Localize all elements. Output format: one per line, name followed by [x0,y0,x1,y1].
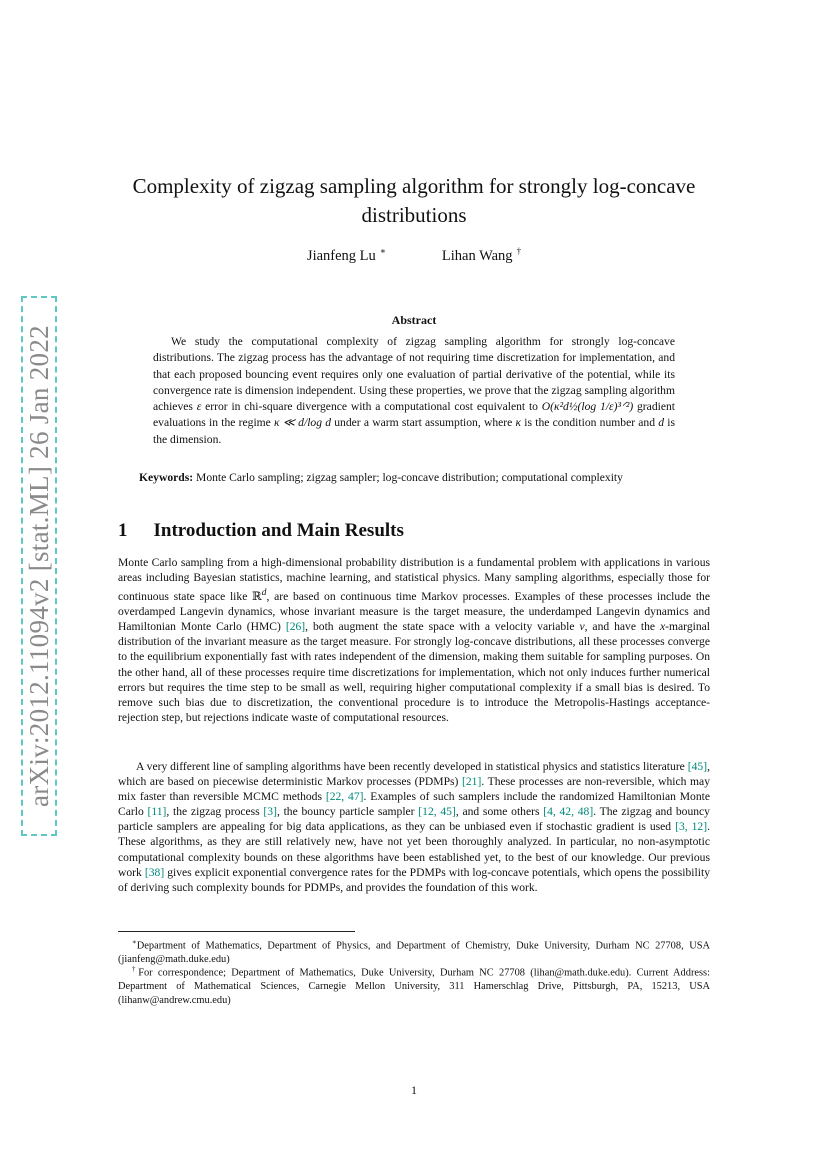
citation-link[interactable]: [26] [285,620,306,634]
abstract-text: We study the computational complexity of zigzag sampling algorithm for strongly log-concave distributions. The zigzag process has the advantage of not requiring time discretization for implementation, and that each proposed bouncing event requires only one evaluation of partial derivative of the potential, while its convergence rate is dimension independent. Using these properties, we prove that the zigzag sampling algorithm achieves ε error in chi-square divergence with a computational cost equivalent to O(κ²d½(log 1/ε)³ᐟ²) gradient evaluations in the regime κ ≪ d/log d under a warm start assumption, where κ is the condition number and d is the dimension. [153,335,676,446]
body-paragraph-2: A very different line of sampling algorithms have been recently developed in statistical physics and statistics literature [45], which are based on piecewise deterministic Markov processes (PDMPs) [21]. These processes are non-reversible, which may mix faster than reversible MCMC methods [22, 47]. Examples of such samplers include the randomized Hamiltonian Monte Carlo [11], the zigzag process [3], the bouncy particle sampler [12, 45], and some others [4, 42, 48]. The zigzag and bouncy particle samplers are appealing for big data applications, as they can be unbiased even if stochastic gradient is used [3, 12]. These algorithms, as they are still relatively new, have not yet been thoroughly analyzed. In particular, no non-asymptotic computational complexity bounds on these algorithms have been established yet, to the best of our knowledge. Our previous work [38] gives explicit exponential convergence rates for the PDMPs with log-concave potentials, which opens the possibility of deriving such complexity bounds for PDMPs, and provides the foundation of this work. [118,760,710,894]
footnote-text: For correspondence; Department of Mathematics, Duke University, Durham NC 27708 (lihan@math.duke.edu). Current Address: Department of Mathematical Sciences, Carnegie Mellon University, 311 Hamerschlag Drive, Pittsburgh, PA, 15213, USA (lihanw@andrew.cmu.edu) [118,967,710,1006]
citation-link[interactable]: [38] [144,865,165,879]
section-number: 1 [118,520,128,541]
citation-link[interactable]: [3, 12] [675,820,708,834]
citation-link[interactable]: [4, 42, 48] [543,805,594,819]
regime-formula: κ ≪ d/log d [274,416,332,430]
citation-link[interactable]: [11] [147,805,167,819]
citation-link[interactable]: [21] [462,775,482,789]
citation-link[interactable]: [22, 47] [325,790,364,804]
citation-link[interactable]: [12, 45] [418,805,456,819]
author-1 [307,246,386,265]
abstract-heading: Abstract [391,313,437,327]
section-title: Introduction and Main Results [153,520,404,541]
body-paragraph-1: Monte Carlo sampling from a high-dimensional probability distribution is a fundamental problem with applications in various areas including Bayesian statistics, machine learning, and statistical physics. Many sampling algorithms, especially those for continuous state space like ℝ$^d$, are based on continuous time Markov processes. Examples of these processes include the overdamped Langevin dynamics, whose invariant measure is the target measure, the underdamped Langevin dynamics and Hamiltonian Monte Carlo (HMC) [26], both augment the state space with a velocity variable v, and have the x-marginal distribution of the invariant measure as the target measure. For strongly log-concave distributions, all these processes converge to the equilibrium exponentially fast with rates independent of the dimension, making them suitable for sampling purposes. On the other hand, all of these processes require time discretizations for implementation, which not only induces further numerical errors but requires the time step to be small as well, requiring higher computational complexity if a small bias is desired. To remove such bias due to discretization, the conventional procedure is to introduce the Metropolis-Hastings acceptance-rejection step, but rejections indicate waste of computational resources. [118,556,710,724]
author-list [118,246,710,265]
page-number: 1 [411,1083,417,1097]
footnote-2 [118,963,710,1007]
footnote-text: Department of Mathematics, Department of Physics, and Department of Chemistry, Duke University, Durham NC 27708, USA (jianfeng@math.duke.edu) [118,940,710,966]
complexity-formula: O(κ²d½(log 1/ε)³ᐟ²) [541,400,634,414]
author-footnote-mark[interactable]: † [516,246,522,256]
author-2 [442,246,521,265]
author-name: Jianfeng Lu [306,247,376,264]
author-footnote-mark[interactable]: ∗ [379,246,386,256]
arxiv-identifier-stamp: arXiv:2012.11094v2 [stat.ML] 26 Jan 2022 [21,296,57,836]
paper-title: Complexity of zigzag sampling algorithm for strongly log-concave distributions [132,174,696,227]
citation-link[interactable]: [45] [687,760,708,773]
footnote-mark: † [132,965,139,973]
author-name: Lihan Wang [441,247,513,264]
keywords-label: Keywords: [139,471,194,484]
section-heading [118,520,710,542]
keywords-text: Monte Carlo sampling; zigzag sampler; log-concave distribution; computational complexity [196,471,623,484]
keywords [118,470,710,486]
footnote-mark: ∗ [132,938,137,946]
citation-link[interactable]: [3] [263,805,277,819]
footnote-divider [118,931,355,932]
